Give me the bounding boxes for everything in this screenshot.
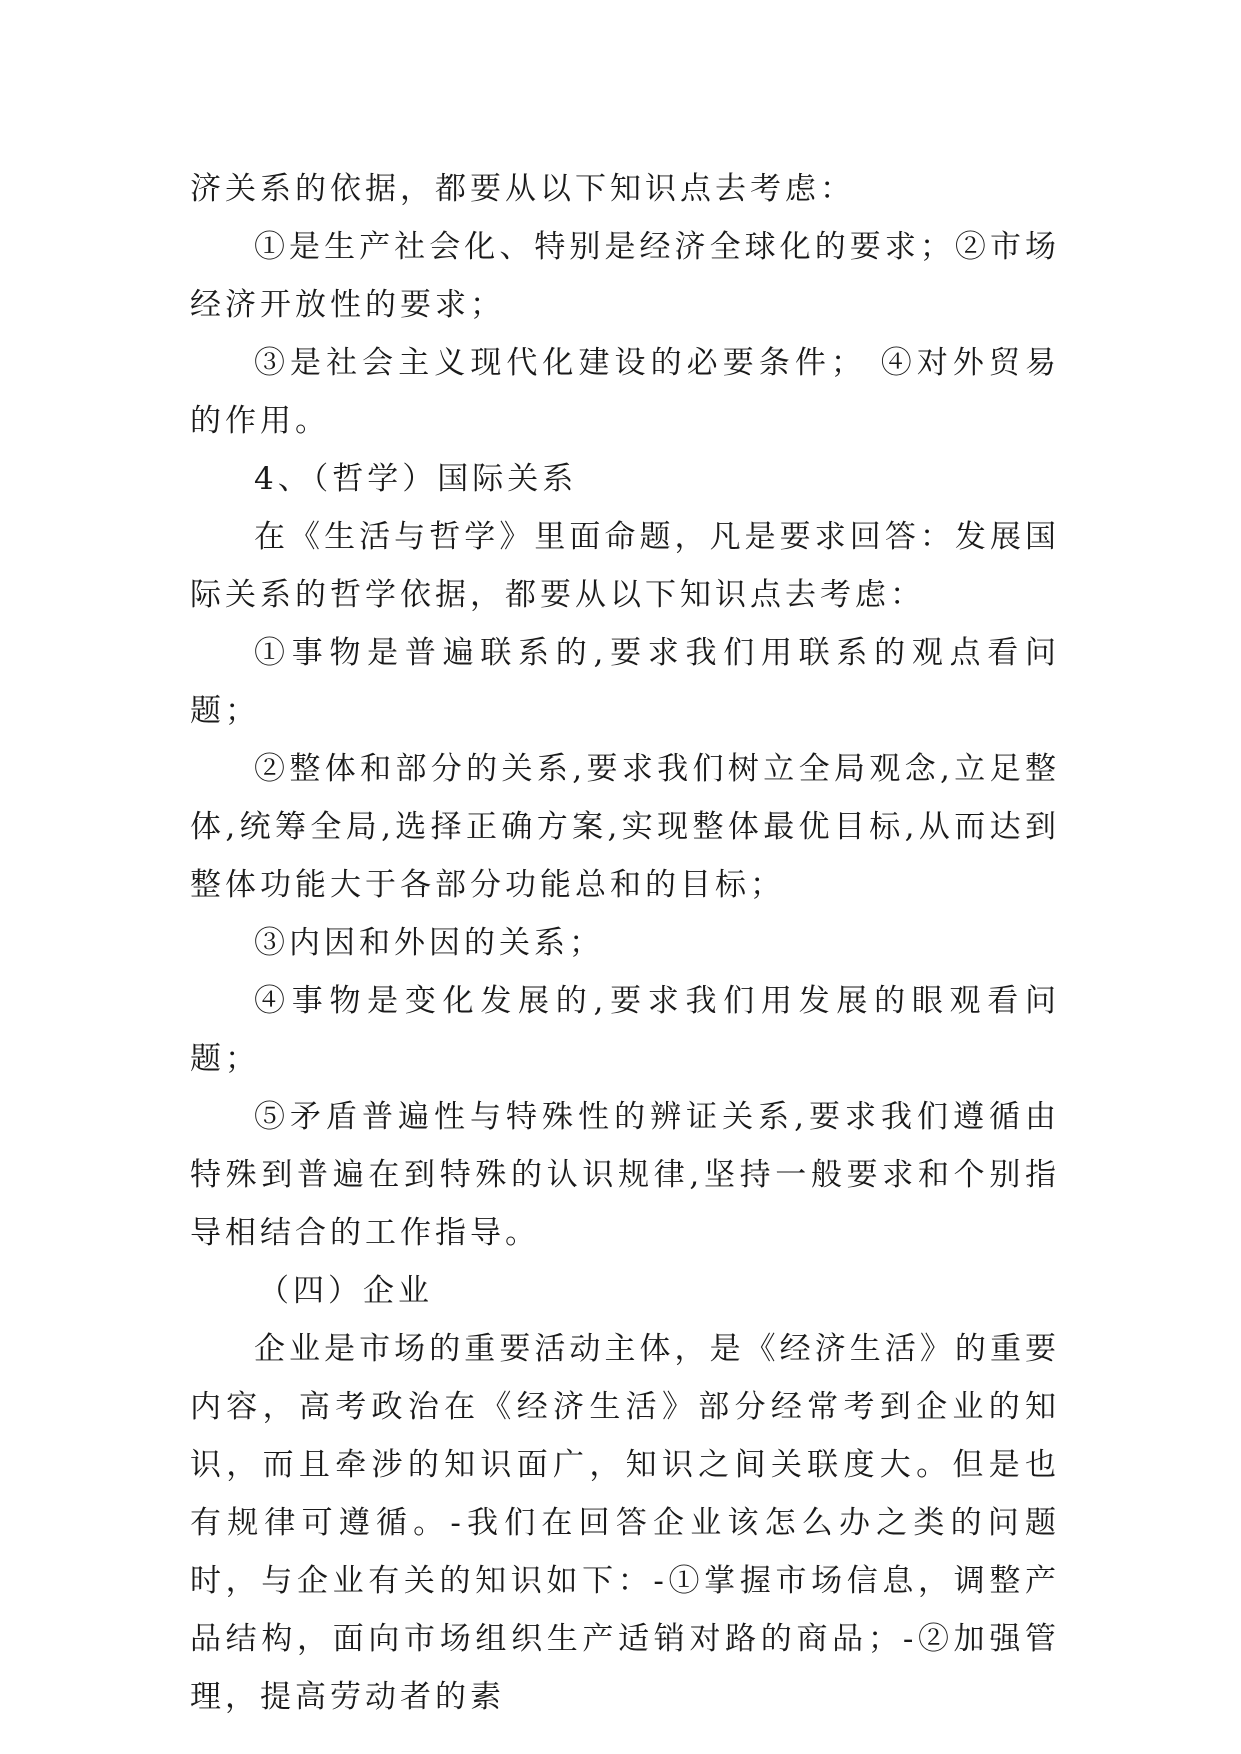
paragraph-item-3-4: ③是社会主义现代化建设的必要条件； ④对外贸易的作用。 [190,345,1060,439]
paragraph-continuation: 济关系的依据，都要从以下知识点去考虑： [190,171,855,207]
paragraph-point-5: ⑤矛盾普遍性与特殊性的辨证关系,要求我们遵循由特殊到普遍在到特殊的认识规律,坚持一般要求和个别指导相结合的工作指导。 [190,1099,1060,1251]
paragraph-point-3: ③内因和外因的关系； [254,925,604,961]
document-body [190,160,1060,1726]
section-heading-international-relations: 4、（哲学）国际关系 [254,461,578,497]
paragraph-point-2: ②整体和部分的关系,要求我们树立全局观念,立足整体,统筹全局,选择正确方案,实现整体最优目标,从而达到整体功能大于各部分功能总和的目标； [190,751,1060,903]
paragraph-enterprise: 企业是市场的重要活动主体，是《经济生活》的重要内容，高考政治在《经济生活》部分经常考到企业的知识，而且牵涉的知识面广，知识之间关联度大。但是也有规律可遵循。-我们在回答企业该怎么办之类的问题时，与企业有关的知识如下：-①掌握市场信息，调整产品结构，面向市场组织生产适销对路的商品；-②加强管理，提高劳动者的素 [190,1331,1060,1715]
paragraph-point-4: ④事物是变化发展的,要求我们用发展的眼观看问题； [190,983,1060,1077]
paragraph-item-1-2: ①是生产社会化、特别是经济全球化的要求；②市场经济开放性的要求； [190,229,1060,323]
paragraph-philosophy-intro: 在《生活与哲学》里面命题，凡是要求回答：发展国际关系的哲学依据，都要从以下知识点去考虑： [190,519,1060,613]
paragraph-point-1: ①事物是普遍联系的,要求我们用联系的观点看问题； [190,635,1060,729]
section-heading-enterprise: （四）企业 [258,1273,433,1309]
